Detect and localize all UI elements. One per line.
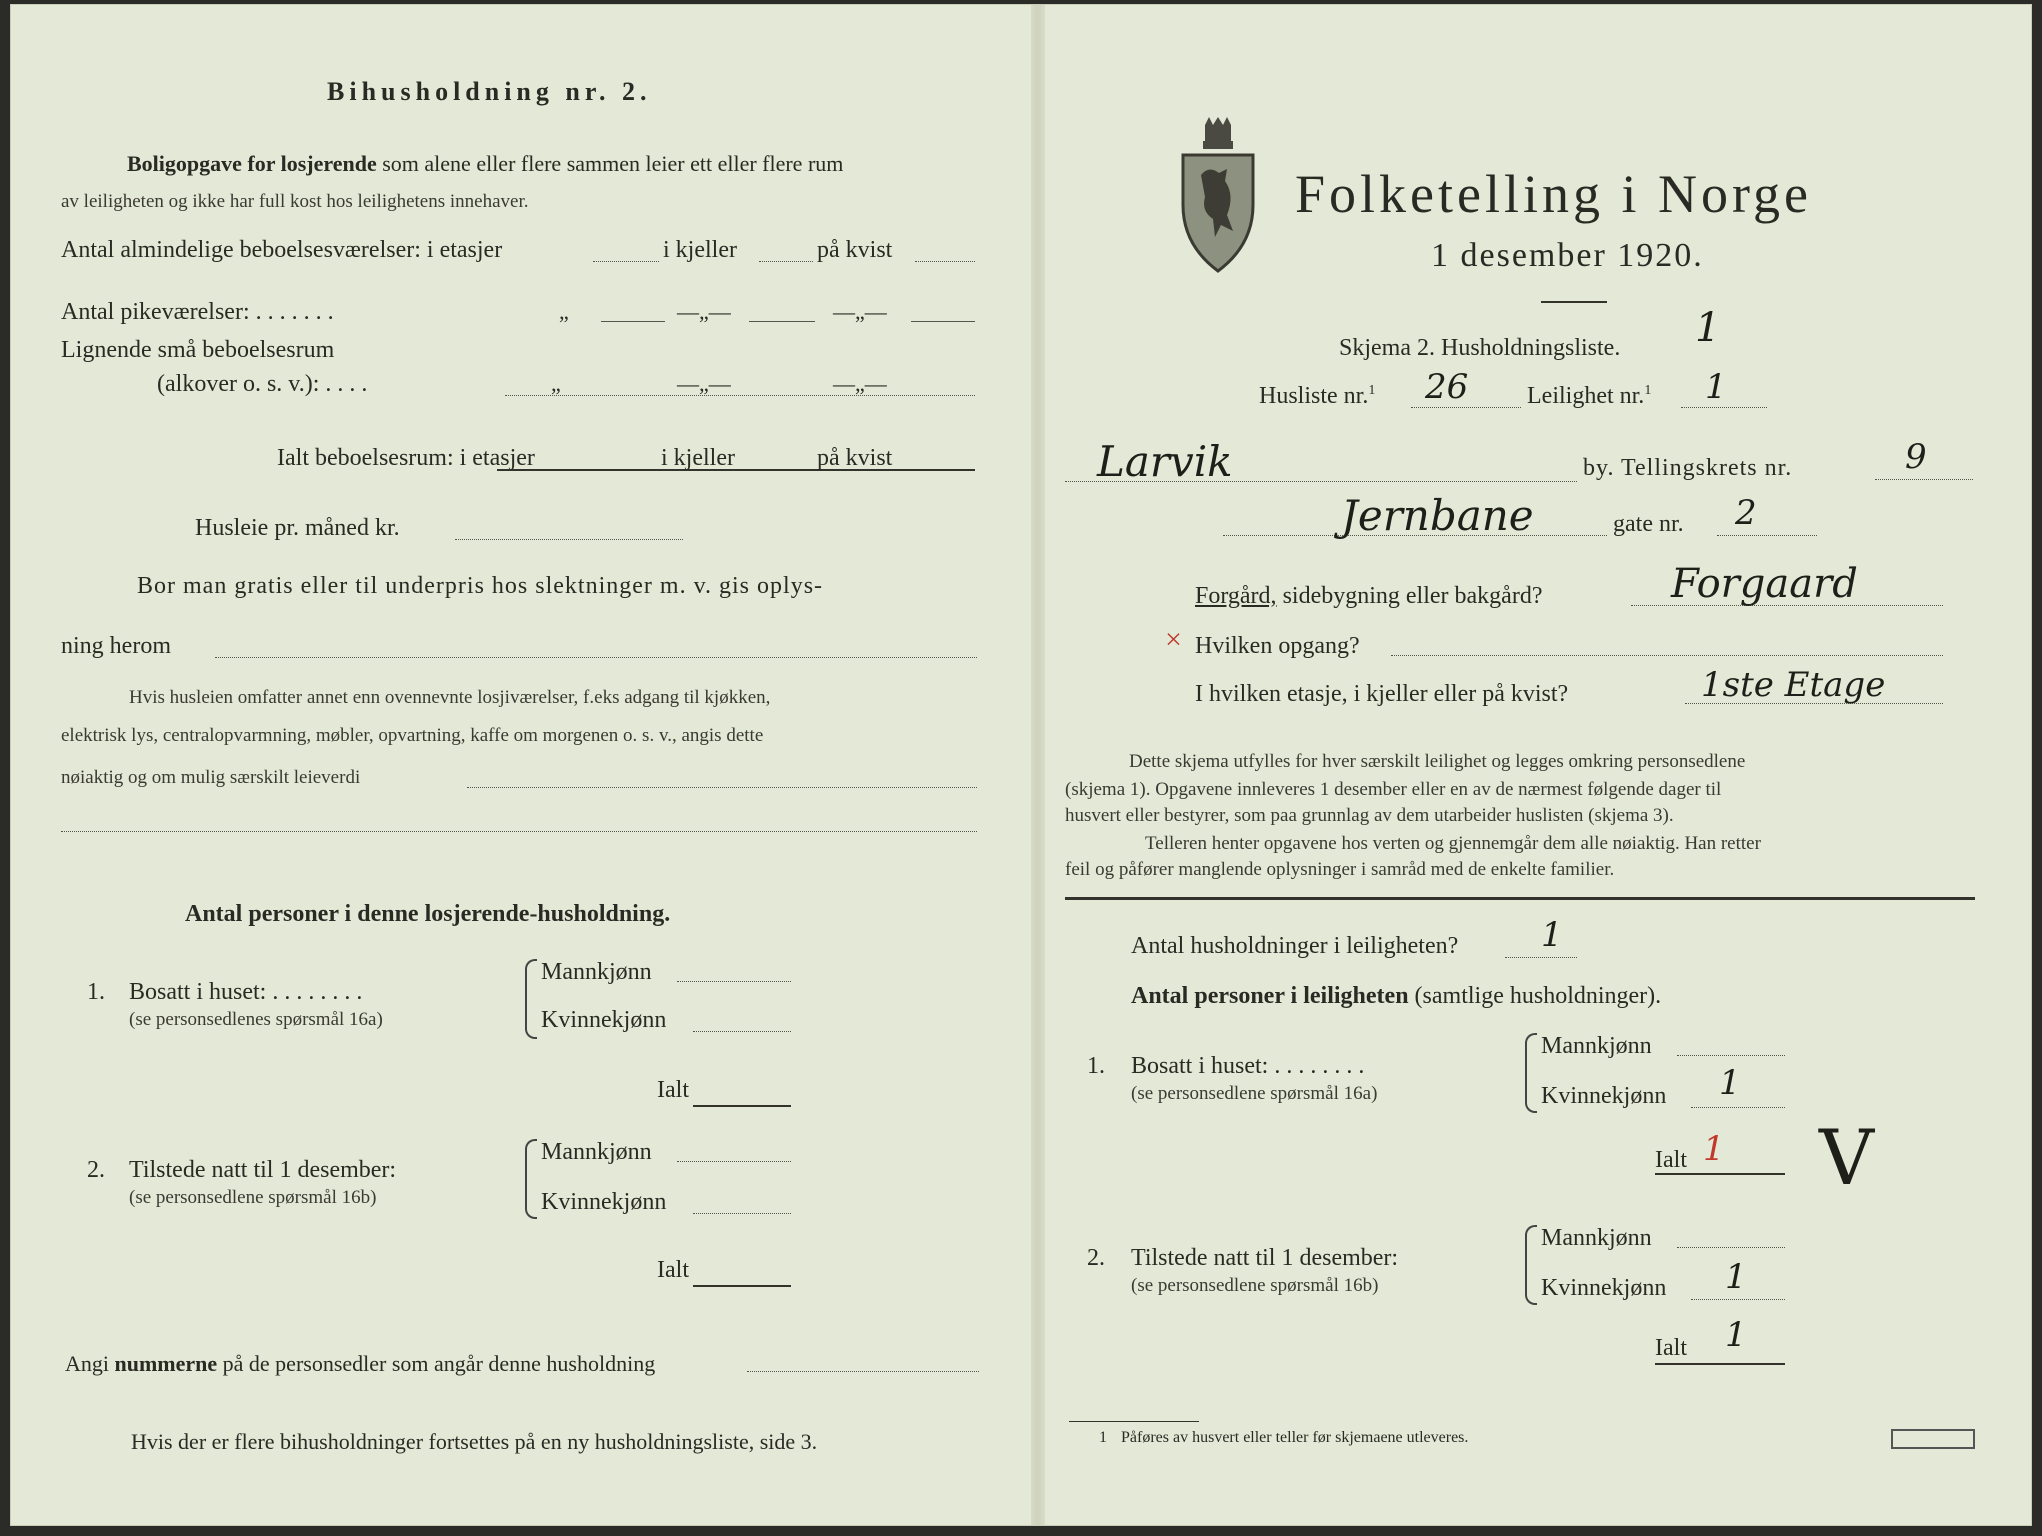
etasje-hand: 1ste Etage [1701, 665, 1886, 705]
krets-hand: 9 [1905, 437, 1927, 477]
gate-field[interactable] [1717, 535, 1817, 536]
right-q2-mann-label: Mannkjønn [1541, 1225, 1652, 1251]
field-antal-kvist[interactable] [915, 261, 975, 262]
right-q1-mann-field[interactable] [1677, 1055, 1785, 1056]
angi-rest: på de personsedler som angår denne husholdning [222, 1351, 656, 1376]
left-q2-mann-label: Mannkjønn [541, 1139, 652, 1165]
i-kjeller-label-1: i kjeller [663, 237, 737, 263]
row-pike-label: Antal pikeværelser: . . . . . . . [61, 299, 334, 325]
leilighet-text: Leilighet nr. [1527, 383, 1645, 409]
left-footer: Hvis der er flere bihusholdninger fortsettes på en ny husholdningsliste, side 3. [131, 1429, 818, 1454]
paa-kvist-label-1: på kvist [817, 237, 893, 263]
leilighet-sup: 1 [1644, 383, 1652, 398]
left-q1-kvinne-label: Kvinnekjønn [541, 1007, 667, 1033]
left-q1-num: 1. [87, 979, 105, 1005]
right-q1-ialt-field[interactable] [1655, 1173, 1785, 1175]
skjema-hand: 1 [1695, 305, 1721, 351]
left-title: Bihusholdning nr. 2. [327, 77, 652, 106]
census-form-sheet [10, 4, 2032, 1526]
right-q1-kvinne-label: Kvinnekjønn [1541, 1083, 1667, 1109]
coat-of-arms-icon [1175, 115, 1261, 275]
hvis-line-1: Hvis husleien omfatter annet enn ovennevnte losjiværelser, f.eks adgang til kjøkken, [129, 687, 771, 708]
field-ialt-rum[interactable] [497, 469, 975, 471]
field-leieverdi-2[interactable] [61, 831, 977, 832]
right-q1-kvinne-field[interactable] [1691, 1107, 1785, 1108]
instr-line-5: feil og påfører manglende oplysninger i samråd med de enkelte familier. [1065, 859, 1615, 880]
left-q1-mann-label: Mannkjønn [541, 959, 652, 985]
right-q1-kvinne-hand: 1 [1719, 1063, 1741, 1103]
right-date: 1 desember 1920. [1431, 237, 1704, 274]
instr-line-2: (skjema 1). Opgavene innleveres 1 desember eller en av de nærmest følgende dager til [1065, 779, 1722, 800]
husleie-label: Husleie pr. måned kr. [195, 515, 400, 541]
dash-ditto-2: —„— [833, 299, 887, 324]
left-q2-sub: (se personsedlene spørsmål 16b) [129, 1187, 377, 1208]
forgard-rest: sidebygning eller bakgård? [1282, 583, 1543, 609]
forgard-label: Forgård, [1195, 583, 1277, 609]
ditto-mark: „ [559, 299, 569, 324]
right-title: Folketelling i Norge [1295, 164, 1812, 224]
by-tellingskrets-label: by. Tellingskrets nr. [1583, 455, 1793, 481]
instr-line-3: husvert eller bestyrer, som paa grunnlag av dem utarbeider huslisten (skjema 3). [1065, 805, 1674, 826]
antal-hush-label: Antal husholdninger i leiligheten? [1131, 933, 1459, 959]
left-section-title: Antal personer i denne losjerende-husholdning. [185, 901, 671, 927]
footnote-text: Påføres av husvert eller teller før skjemaene utleveres. [1121, 1429, 1469, 1446]
left-q2-num: 2. [87, 1157, 105, 1183]
hvis-line-3: nøiaktig og om mulig særskilt leieverdi [61, 767, 361, 788]
etasje-label: I hvilken etasje, i kjeller eller på kvist? [1195, 681, 1569, 707]
field-angi-nummerne[interactable] [747, 1371, 979, 1372]
field-antal-etasjer[interactable] [593, 261, 659, 262]
gate-hand: 2 [1735, 493, 1757, 533]
check-mark-hand: V [1819, 1113, 1874, 1202]
antal-hush-hand: 1 [1541, 915, 1563, 955]
husliste-text: Husliste nr. [1259, 383, 1369, 409]
ditto-mark-2: „ [551, 371, 561, 396]
dash-ditto-1: —„— [677, 299, 731, 324]
right-q1-brace [1525, 1033, 1537, 1113]
left-q2-label: Tilstede natt til 1 desember: [129, 1157, 397, 1183]
right-q1-num: 1. [1087, 1053, 1105, 1079]
angi-bold: nummerne [114, 1351, 218, 1376]
field-pike-kvist[interactable] [911, 321, 975, 322]
right-q2-kvinne-label: Kvinnekjønn [1541, 1275, 1667, 1301]
page-fold [1031, 5, 1045, 1525]
krets-field[interactable] [1875, 479, 1973, 480]
intro-bold: Boligopgave for losjerende [127, 151, 377, 176]
husliste-hand: 26 [1425, 367, 1469, 407]
right-q1-ialt-hand: 1 [1703, 1129, 1725, 1169]
row-lign-label-2: (alkover o. s. v.): . . . . [157, 371, 368, 397]
right-q1-ialt-label: Ialt [1655, 1147, 1687, 1173]
left-q1-label: Bosatt i huset: . . . . . . . . [129, 979, 363, 1005]
forgard-line [1195, 583, 1542, 610]
field-husleie[interactable] [455, 539, 683, 540]
dash-ditto-3: —„— [677, 371, 731, 396]
left-q1-kvinne-field[interactable] [693, 1031, 791, 1032]
bor-man-line-2: ning herom [61, 633, 171, 659]
row-antal-label: Antal almindelige beboelsesværelser: i etasjer [61, 237, 503, 263]
left-q2-ialt-label: Ialt [657, 1257, 689, 1283]
forgard-hand: Forgaard [1671, 561, 1858, 607]
footnote-rule [1069, 1421, 1199, 1422]
red-x-mark: × [1165, 623, 1182, 656]
leilighet-label [1527, 383, 1651, 410]
field-leieverdi[interactable] [467, 787, 977, 788]
i-kjeller-label-2: i kjeller [661, 445, 735, 471]
angi-line [65, 1351, 655, 1377]
husliste-field[interactable] [1411, 407, 1521, 408]
row-ialt-label: Ialt beboelsesrum: i etasjer [277, 445, 535, 471]
skjema-label: Skjema 2. Husholdningsliste. [1339, 335, 1621, 361]
bor-man-line-1: Bor man gratis eller til underpris hos slektninger m. v. gis oplys- [137, 573, 824, 599]
angi-pre: Angi [65, 1351, 109, 1376]
city-hand: Larvik [1097, 437, 1233, 486]
husliste-sup: 1 [1368, 383, 1376, 398]
leilighet-hand: 1 [1705, 367, 1727, 407]
right-q2-mann-field[interactable] [1677, 1247, 1785, 1248]
gate-label: gate nr. [1613, 511, 1684, 537]
intro-rest: som alene eller flere sammen leier ett eller flere rum [382, 151, 844, 176]
right-q2-brace [1525, 1225, 1537, 1305]
intro-line-2: av leiligheten og ikke har full kost hos leilighetens innehaver. [61, 191, 529, 212]
antal-pers-bold: Antal personer i leiligheten [1131, 983, 1409, 1009]
left-q2-ialt-field[interactable] [693, 1285, 791, 1287]
hvis-line-2: elektrisk lys, centralopvarmning, møbler, opvartning, kaffe om morgenen o. s. v., angis dette [61, 725, 764, 746]
antal-pers-line [1131, 983, 1661, 1010]
footnote-num: 1 [1099, 1429, 1107, 1446]
left-q1-ialt-label: Ialt [657, 1077, 689, 1103]
right-q1-mann-label: Mannkjønn [1541, 1033, 1652, 1059]
field-antal-kjeller[interactable] [759, 261, 813, 262]
left-q2-kvinne-field[interactable] [693, 1213, 791, 1214]
leilighet-field[interactable] [1681, 407, 1767, 408]
right-q2-label: Tilstede natt til 1 desember: [1131, 1245, 1399, 1271]
left-q2-kvinne-label: Kvinnekjønn [541, 1189, 667, 1215]
right-q1-sub: (se personsedlene spørsmål 16a) [1131, 1083, 1378, 1104]
opgang-label: Hvilken opgang? [1195, 633, 1360, 659]
antal-pers-rest: (samtlige husholdninger). [1414, 983, 1662, 1009]
left-q1-sub: (se personsedlenes spørsmål 16a) [129, 1009, 383, 1030]
left-q2-mann-field[interactable] [677, 1161, 791, 1162]
field-bor-man[interactable] [215, 657, 977, 658]
opgang-field[interactable] [1391, 655, 1943, 656]
right-q2-ialt-field[interactable] [1655, 1363, 1785, 1365]
instr-line-1: Dette skjema utfylles for hver særskilt leilighet og legges omkring personsedlene [1129, 751, 1746, 772]
antal-hush-field[interactable] [1505, 957, 1577, 958]
right-q2-kvinne-hand: 1 [1725, 1257, 1747, 1297]
field-pike-etasjer[interactable] [601, 321, 665, 322]
left-q1-mann-field[interactable] [677, 981, 791, 982]
husliste-label [1259, 383, 1375, 410]
left-q1-brace [525, 959, 537, 1039]
right-q2-num: 2. [1087, 1245, 1105, 1271]
row-lign-label-1: Lignende små beboelsesrum [61, 337, 335, 363]
left-q2-brace [525, 1139, 537, 1219]
paa-kvist-label-2: på kvist [817, 445, 893, 471]
printer-stamp [1891, 1429, 1975, 1449]
intro-line-1 [127, 151, 843, 177]
instr-line-4: Telleren henter opgavene hos verten og gjennemgår dem alle nøiaktig. Han retter [1145, 833, 1761, 854]
right-q2-ialt-hand: 1 [1725, 1315, 1747, 1355]
right-q1-label: Bosatt i huset: . . . . . . . . [1131, 1053, 1365, 1079]
title-rule [1541, 301, 1607, 303]
right-q2-kvinne-field[interactable] [1691, 1299, 1785, 1300]
right-q2-sub: (se personsedlene spørsmål 16b) [1131, 1275, 1379, 1296]
left-q1-ialt-field[interactable] [693, 1105, 791, 1107]
dash-ditto-4: —„— [833, 371, 887, 396]
footnote-line [1099, 1429, 1468, 1447]
instr-rule [1065, 897, 1975, 900]
field-alkover[interactable] [505, 395, 975, 396]
street-hand: Jernbane [1341, 491, 1534, 540]
field-pike-kjeller[interactable] [749, 321, 815, 322]
right-q2-ialt-label: Ialt [1655, 1335, 1687, 1361]
